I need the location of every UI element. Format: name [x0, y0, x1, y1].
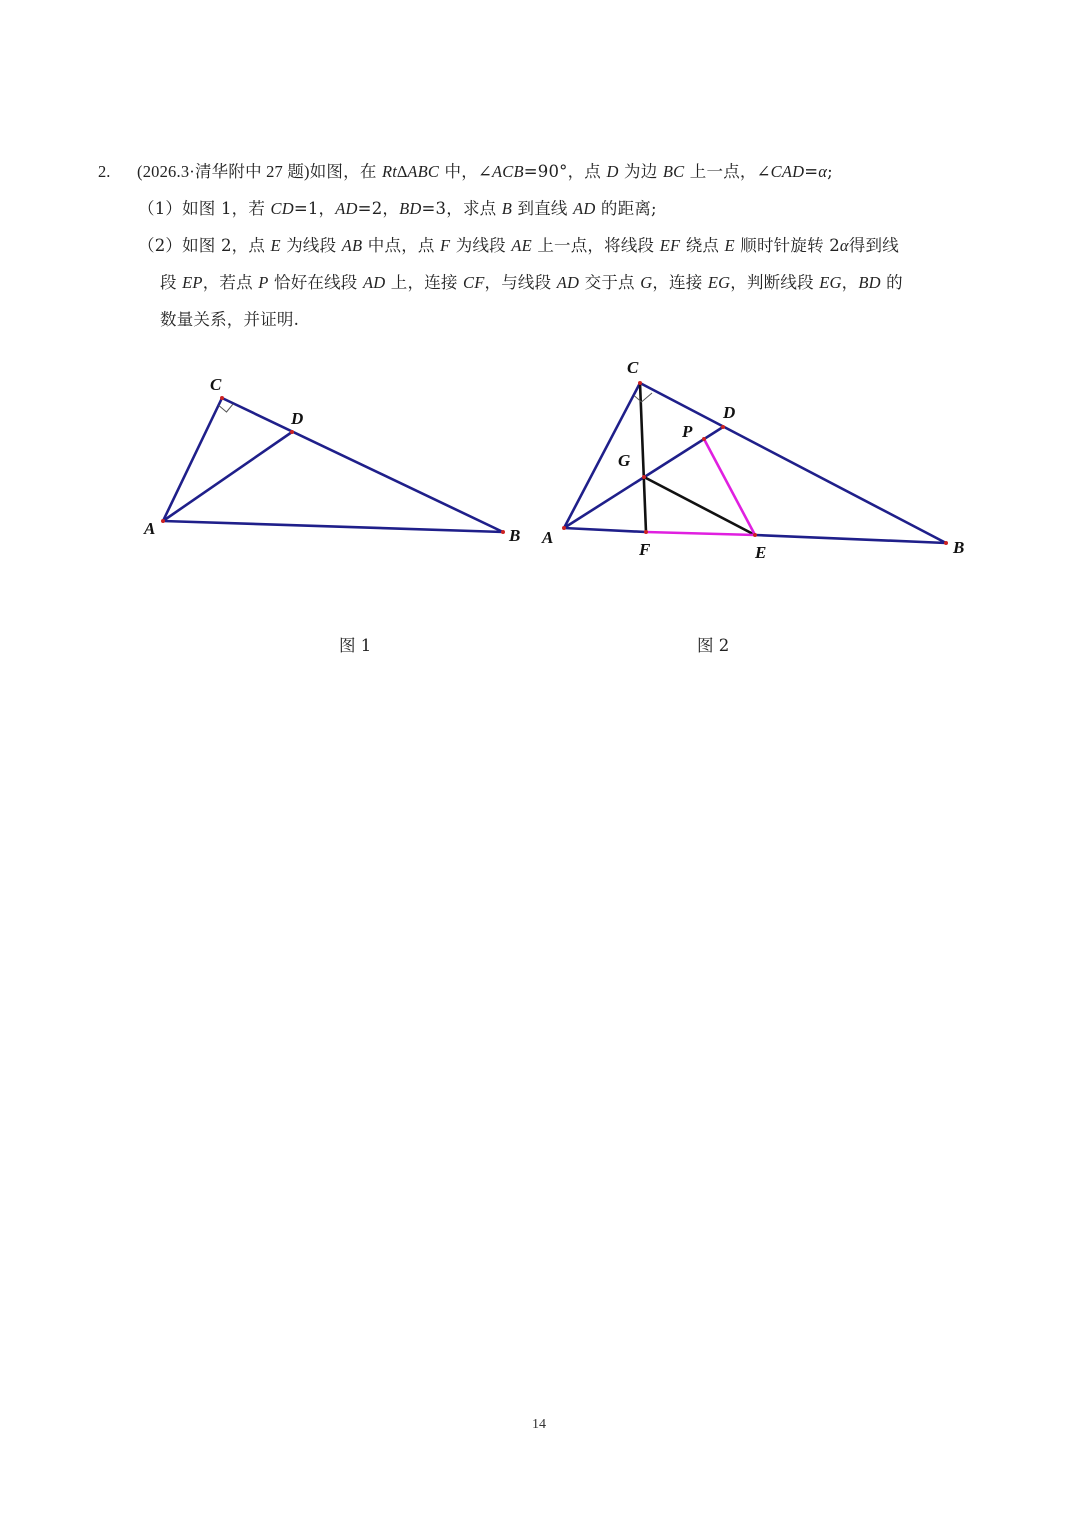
point-d [290, 430, 294, 434]
label-c: C [627, 358, 639, 377]
point-e [753, 533, 757, 537]
point-f [644, 530, 648, 534]
label-g: G [618, 451, 631, 470]
geometry-figures [0, 0, 1080, 620]
point-d [721, 425, 725, 429]
page-number: 14 [532, 1417, 546, 1432]
point-g [642, 475, 646, 479]
label-d: D [723, 403, 736, 422]
question-source: (2026.3·清华附中 27 题) [137, 162, 310, 181]
question-part-2-line-2: 段 EP，若点 P 恰好在线段 AD 上，连接 CF，与线段 AD 交于点 G，连接 EG，判断线段 EG，BD 的 [160, 273, 903, 292]
label-a: A [144, 519, 156, 538]
figure-2 [541, 358, 964, 562]
label-a: A [542, 528, 554, 547]
question-number: 2. [98, 162, 111, 181]
label-c: C [210, 375, 222, 394]
right-angle-mark [634, 393, 652, 402]
segment-fe [646, 532, 755, 535]
point-a [161, 519, 165, 523]
segment-cb [640, 383, 946, 543]
segment-ab [163, 521, 503, 532]
figure-2-caption: 图 2 [697, 636, 730, 655]
point-b [501, 530, 505, 534]
point-a [562, 526, 566, 530]
question-stem: (2026.3·清华附中 27 题)如图，在 Rt∆ABC 中，∠ACB=90°，点 D 为边 BC 上一点，∠CAD=α; [137, 162, 833, 181]
segment-ad [163, 432, 292, 521]
segment-eb [755, 535, 946, 543]
label-f: F [639, 540, 651, 559]
question-part-2-line-3: 数量关系，并证明. [160, 310, 300, 329]
point-b [944, 541, 948, 545]
point-c [638, 381, 642, 385]
label-e: E [755, 543, 767, 562]
right-angle-mark [219, 404, 234, 412]
segment-ca [163, 398, 222, 521]
label-p: P [682, 422, 693, 441]
segment-cf [640, 383, 646, 532]
figure-1 [143, 375, 520, 545]
question-part-1: （1）如图 1，若 CD=1，AD=2，BD=3，求点 B 到直线 AD 的距离; [138, 199, 657, 218]
segment-cb [222, 398, 503, 532]
label-d: D [291, 409, 304, 428]
point-c [220, 396, 224, 400]
label-b: B [953, 538, 965, 557]
figure-1-caption: 图 1 [339, 636, 372, 655]
label-b: B [509, 526, 521, 545]
question-part-2-line-1: （2）如图 2，点 E 为线段 AB 中点，点 F 为线段 AE 上一点，将线段 EF 绕点 E 顺时针旋转 2α得到线 [138, 236, 899, 255]
point-p [702, 437, 706, 441]
segment-af [564, 528, 646, 532]
